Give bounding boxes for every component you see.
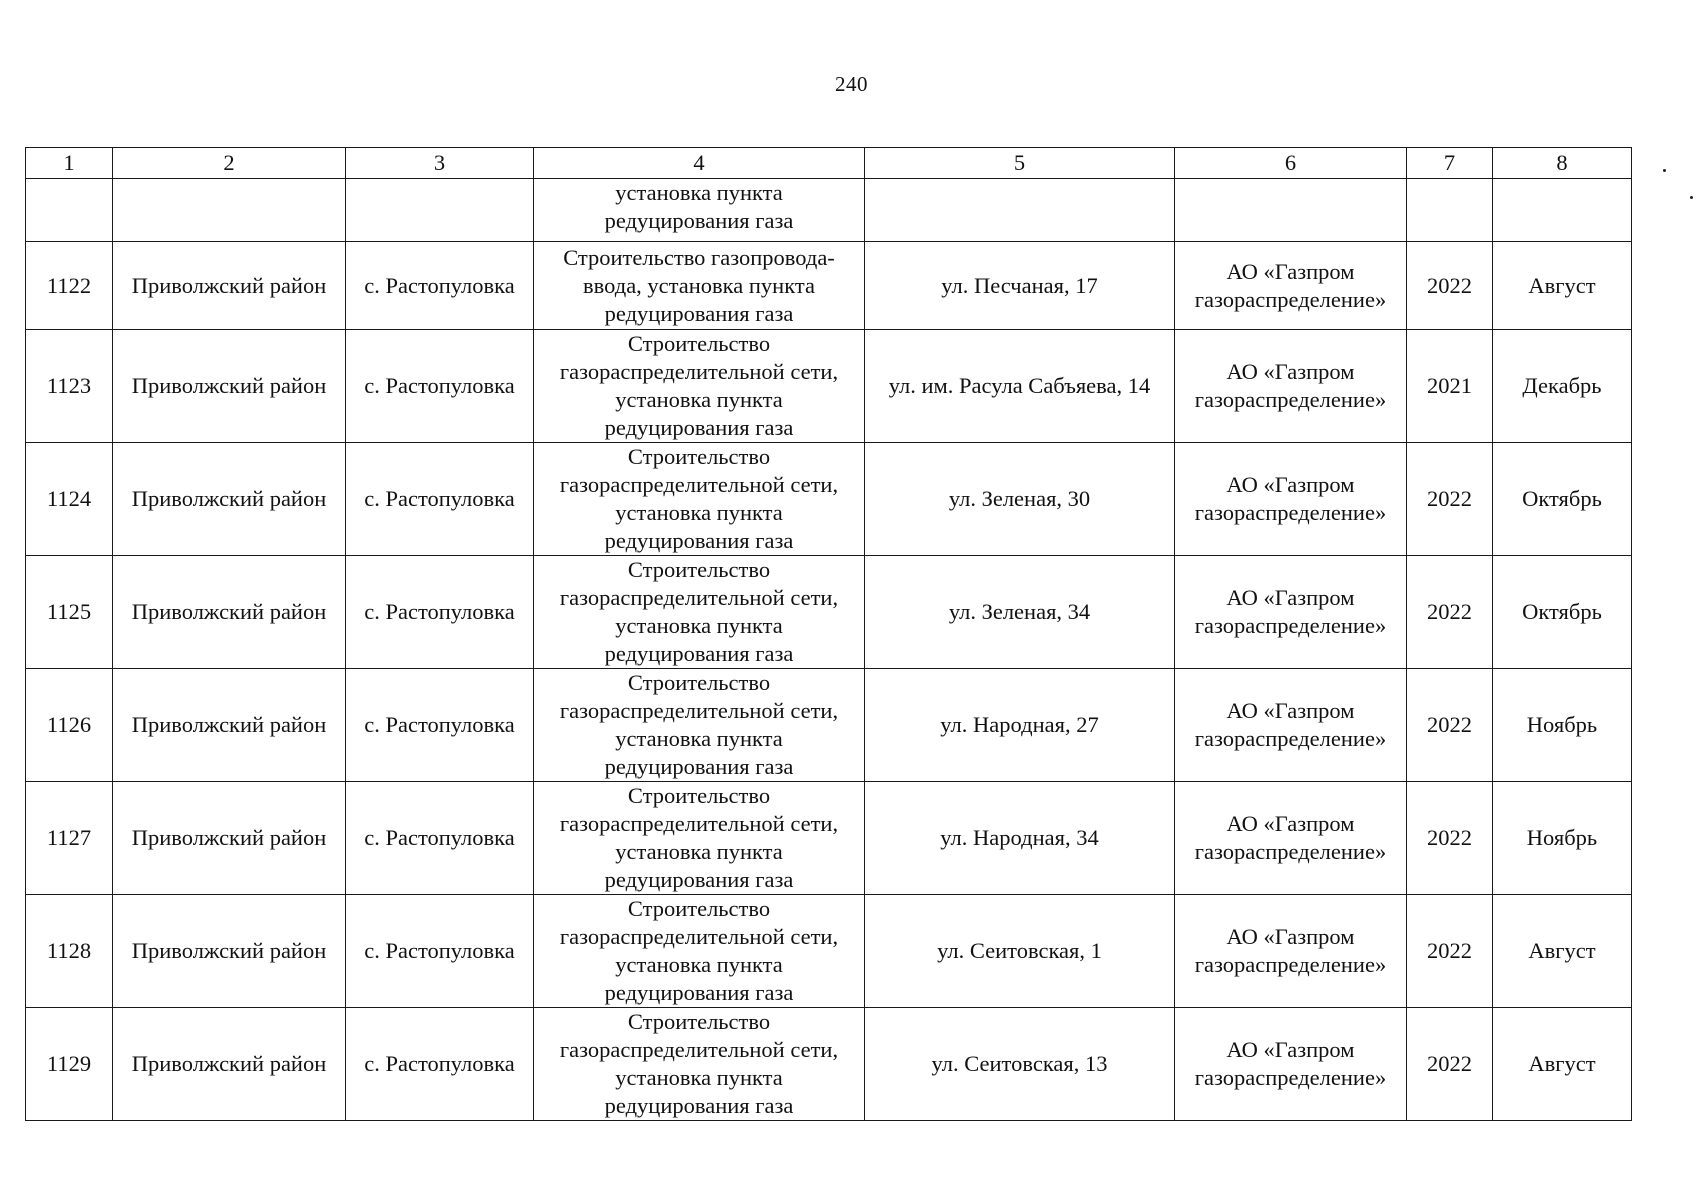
month-cell: Декабрь xyxy=(1493,330,1632,443)
table-row xyxy=(26,782,1632,895)
district-cell: Приволжский район xyxy=(113,895,346,1008)
district-cell: Приволжский район xyxy=(113,242,346,330)
year-cell: 2022 xyxy=(1407,782,1493,895)
district-cell: Приволжский район xyxy=(113,1008,346,1121)
table-row xyxy=(26,1008,1632,1121)
row-number-cell: 1127 xyxy=(26,782,113,895)
work-description-cell: Строительство газораспределительной сети, установка пункта редуцирования газа xyxy=(534,330,865,443)
table-row xyxy=(26,556,1632,669)
page-number: 240 xyxy=(835,72,868,96)
year-cell: 2022 xyxy=(1407,1008,1493,1121)
district-cell: Приволжский район xyxy=(113,669,346,782)
table-row xyxy=(26,242,1632,330)
district-cell: Приволжский район xyxy=(113,443,346,556)
scan-speck xyxy=(1663,169,1666,172)
year-cell: 2022 xyxy=(1407,242,1493,330)
column-header: 5 xyxy=(865,148,1175,179)
row-number-cell: 1123 xyxy=(26,330,113,443)
settlement-cell: с. Растопуловка xyxy=(346,443,534,556)
work-description-cell: Строительство газораспределительной сети, установка пункта редуцирования газа xyxy=(534,669,865,782)
month-cell: Август xyxy=(1493,1008,1632,1121)
settlement-cell: с. Растопуловка xyxy=(346,669,534,782)
district-cell: Приволжский район xyxy=(113,782,346,895)
district-cell: Приволжский район xyxy=(113,556,346,669)
column-header: 1 xyxy=(26,148,113,179)
continuation-row xyxy=(26,179,1632,242)
scan-speck xyxy=(1690,196,1693,199)
organization-cell: АО «Газпром газораспределение» xyxy=(1175,443,1407,556)
organization-cell: АО «Газпром газораспределение» xyxy=(1175,242,1407,330)
organization-cell: АО «Газпром газораспределение» xyxy=(1175,895,1407,1008)
row-number-cell: 1129 xyxy=(26,1008,113,1121)
work-description-cell: Строительство газопровода-ввода, установка пункта редуцирования газа xyxy=(534,242,865,330)
table-cell xyxy=(865,179,1175,242)
address-cell: ул. Сеитовская, 1 xyxy=(865,895,1175,1008)
address-cell: ул. Зеленая, 30 xyxy=(865,443,1175,556)
address-cell: ул. Сеитовская, 13 xyxy=(865,1008,1175,1121)
year-cell: 2022 xyxy=(1407,669,1493,782)
month-cell: Август xyxy=(1493,242,1632,330)
settlement-cell: с. Растопуловка xyxy=(346,1008,534,1121)
column-header: 7 xyxy=(1407,148,1493,179)
column-header: 6 xyxy=(1175,148,1407,179)
address-cell: ул. Народная, 27 xyxy=(865,669,1175,782)
address-cell: ул. Песчаная, 17 xyxy=(865,242,1175,330)
table-row xyxy=(26,669,1632,782)
column-header: 3 xyxy=(346,148,534,179)
organization-cell: АО «Газпром газораспределение» xyxy=(1175,556,1407,669)
row-number-cell: 1124 xyxy=(26,443,113,556)
table-cell xyxy=(346,179,534,242)
settlement-cell: с. Растопуловка xyxy=(346,782,534,895)
organization-cell: АО «Газпром газораспределение» xyxy=(1175,1008,1407,1121)
year-cell: 2021 xyxy=(1407,330,1493,443)
work-description-cell: Строительство газораспределительной сети, установка пункта редуцирования газа xyxy=(534,782,865,895)
month-cell: Октябрь xyxy=(1493,556,1632,669)
work-description-cell: Строительство газораспределительной сети, установка пункта редуцирования газа xyxy=(534,443,865,556)
work-description-cell: установка пункта редуцирования газа xyxy=(534,179,865,242)
year-cell: 2022 xyxy=(1407,895,1493,1008)
work-description-cell: Строительство газораспределительной сети, установка пункта редуцирования газа xyxy=(534,895,865,1008)
row-number-cell: 1128 xyxy=(26,895,113,1008)
organization-cell: АО «Газпром газораспределение» xyxy=(1175,782,1407,895)
settlement-cell: с. Растопуловка xyxy=(346,330,534,443)
district-cell: Приволжский район xyxy=(113,330,346,443)
address-cell: ул. Зеленая, 34 xyxy=(865,556,1175,669)
table-row xyxy=(26,443,1632,556)
table-cell xyxy=(113,179,346,242)
column-numbers-row xyxy=(26,148,1632,179)
month-cell: Ноябрь xyxy=(1493,782,1632,895)
table-cell xyxy=(1407,179,1493,242)
column-header: 2 xyxy=(113,148,346,179)
organization-cell: АО «Газпром газораспределение» xyxy=(1175,330,1407,443)
address-cell: ул. им. Расула Сабъяева, 14 xyxy=(865,330,1175,443)
month-cell: Октябрь xyxy=(1493,443,1632,556)
table-row xyxy=(26,330,1632,443)
work-description-cell: Строительство газораспределительной сети, установка пункта редуцирования газа xyxy=(534,556,865,669)
address-cell: ул. Народная, 34 xyxy=(865,782,1175,895)
table-cell xyxy=(1175,179,1407,242)
work-description-cell: Строительство газораспределительной сети, установка пункта редуцирования газа xyxy=(534,1008,865,1121)
row-number-cell: 1125 xyxy=(26,556,113,669)
works-table xyxy=(25,147,1632,1121)
column-header: 4 xyxy=(534,148,865,179)
settlement-cell: с. Растопуловка xyxy=(346,242,534,330)
table-cell xyxy=(26,179,113,242)
column-header: 8 xyxy=(1493,148,1632,179)
row-number-cell: 1126 xyxy=(26,669,113,782)
settlement-cell: с. Растопуловка xyxy=(346,556,534,669)
year-cell: 2022 xyxy=(1407,556,1493,669)
month-cell: Ноябрь xyxy=(1493,669,1632,782)
month-cell: Август xyxy=(1493,895,1632,1008)
row-number-cell: 1122 xyxy=(26,242,113,330)
settlement-cell: с. Растопуловка xyxy=(346,895,534,1008)
table-row xyxy=(26,895,1632,1008)
year-cell: 2022 xyxy=(1407,443,1493,556)
organization-cell: АО «Газпром газораспределение» xyxy=(1175,669,1407,782)
table-cell xyxy=(1493,179,1632,242)
